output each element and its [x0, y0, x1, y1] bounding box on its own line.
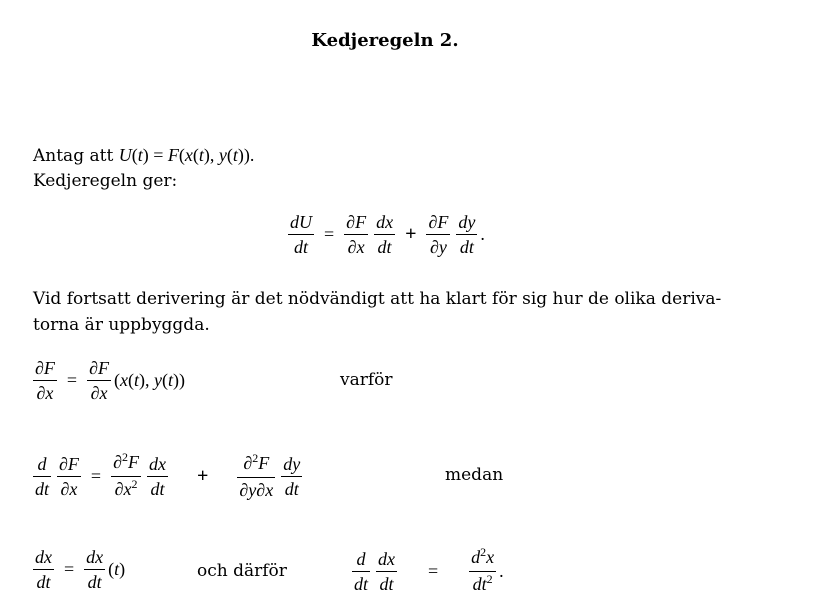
word-medan: medan [445, 465, 504, 485]
paragraph-line-2: torna är uppbyggda. [33, 315, 210, 335]
chain-rule-formula: $\frac{dU}{dt}$ = $\frac{\partial F}{\partial x}$ $\frac{dx}{dt}$ + $\frac{\partial F}{\partial y}$ $\frac{dy}{dt}$ . [290, 212, 485, 257]
second-derivative-x-formula: $\frac{d}{dt}$ $\frac{dx}{dt}$ = $\frac{d^2x}{dt^2}$ . [354, 545, 504, 594]
second-derivative-formula: $\frac{d}{dt}$ $\frac{\partial F}{\partial x}$ = $\frac{\partial^2F}{\partial x^2}$ $\frac{dx}{dt}$ + $\frac{\partial^2F}{\partial y\partial x}$ $\frac{dy}{dt}$ [35, 450, 301, 500]
intro-line-1 [33, 145, 254, 166]
paragraph-line-1: Vid fortsatt derivering är det nödvändigt att ha klart för sig hur de olika deriva- [33, 289, 722, 309]
word-varfor: varför [340, 370, 393, 390]
partial-derivative-formula: $\frac{\partial F}{\partial x}$ = $\frac{\partial F}{\partial x}$ (x(t), y(t)) [35, 358, 185, 403]
intro-text: Antag att [33, 146, 114, 166]
dx-dt-formula: $\frac{dx}{dt}$ = $\frac{dx}{dt}$ (t) [35, 547, 126, 592]
intro-formula: U(t) = F(x(t), y(t)). [118, 145, 255, 165]
page-title: Kedjeregeln 2. [311, 30, 459, 51]
word-och-darfor: och därför [197, 561, 287, 581]
intro-line-2: Kedjeregeln ger: [33, 171, 178, 191]
